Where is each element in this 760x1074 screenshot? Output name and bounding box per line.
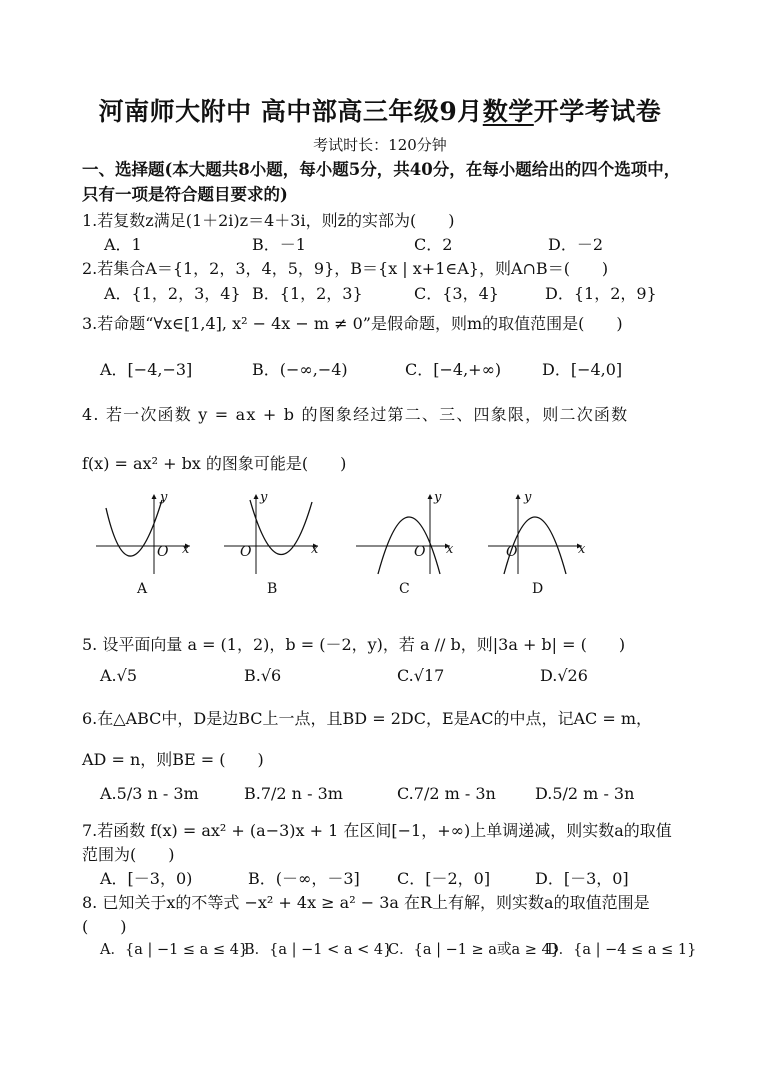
q5-option-d: D.√26 bbox=[540, 666, 588, 685]
q4-graph-a-label: A bbox=[137, 581, 148, 597]
q7-option-c: C．[－2，0] bbox=[397, 869, 491, 888]
q5-option-a: A.√5 bbox=[100, 666, 138, 685]
q6-stem-line1: 6.在△ABC中，D是边BC上一点，且BD = 2DC，E是AC的中点，记AC = m， bbox=[82, 709, 652, 728]
q5-option-c: C.√17 bbox=[397, 666, 445, 685]
q6-option-d: D.5/2 m - 3n bbox=[535, 784, 635, 803]
q8-option-a: A．{a | −1 ≤ a ≤ 4} bbox=[100, 942, 249, 958]
q4-graph-b-x-label: x bbox=[311, 542, 319, 557]
q3-option-a: A．[−4,−3] bbox=[100, 360, 193, 379]
q5-option-b: B.√6 bbox=[244, 666, 282, 685]
q2-stem: 2.若集合A＝{1，2，3，4，5，9}，B＝{x | x+1∈A}，则A∩B＝( ) bbox=[82, 259, 609, 278]
q4-graph-d-y-label: y bbox=[524, 490, 532, 505]
q4-graph-b-label: B bbox=[267, 581, 278, 597]
q4-graph-d bbox=[484, 490, 588, 576]
page-title: 河南师大附中 高中部高三年级9月数学开学考试卷 bbox=[98, 97, 662, 126]
q3-option-b: B．(−∞,−4) bbox=[252, 360, 348, 379]
q2-option-a: A．{1，2，3，4} bbox=[104, 284, 241, 303]
q8-option-c: C．{a | −1 ≥ a或a ≥ 4} bbox=[388, 942, 560, 958]
q4-graph-a bbox=[92, 490, 196, 576]
q4-stem-line1: 4. 若一次函数 y = ax + b 的图象经过第二、三、四象限，则二次函数 bbox=[82, 405, 629, 424]
q2-option-d: D．{1，2，9} bbox=[545, 284, 657, 303]
q7-option-d: D．[－3，0] bbox=[535, 869, 629, 888]
q4-graph-b-y-label: y bbox=[260, 490, 268, 505]
q1-option-d: D．－2 bbox=[548, 235, 604, 254]
exam-duration: 考试时长：120分钟 bbox=[313, 136, 447, 154]
q4-graph-b-origin: O bbox=[240, 544, 252, 560]
q6-option-b: B.7/2 n - 3m bbox=[244, 784, 343, 803]
q1-option-a: A．1 bbox=[104, 235, 142, 254]
section-heading: 一、选择题(本大题共8小题，每小题5分，共40分，在每小题给出的四个选项中，只有一项是符合题目要求的) bbox=[82, 160, 681, 204]
q4-graph-c-origin: O bbox=[414, 544, 426, 560]
q3-option-c: C．[−4,+∞) bbox=[405, 360, 502, 379]
q2-option-b: B．{1，2，3} bbox=[252, 284, 363, 303]
q4-graph-c-label: C bbox=[399, 581, 410, 597]
q8-option-b: B．{a | −1 < a < 4} bbox=[244, 942, 393, 958]
q4-stem-line2: f(x) = ax² + bx 的图象可能是( ) bbox=[82, 454, 347, 473]
q8-stem-line1: 8. 已知关于x的不等式 −x² + 4x ≥ a² − 3a 在R上有解，则实数a的取值范围是 bbox=[82, 893, 650, 912]
q7-stem-line2: 范围为( ) bbox=[82, 845, 175, 864]
q6-option-c: C.7/2 m - 3n bbox=[397, 784, 496, 803]
q4-graph-c-y-label: y bbox=[434, 490, 442, 505]
q4-graph-a-y-label: y bbox=[160, 490, 168, 505]
q8-option-d: D．{a | −4 ≤ a ≤ 1} bbox=[547, 942, 697, 958]
q7-option-a: A．[－3，0) bbox=[100, 869, 193, 888]
q3-option-d: D．[−4,0] bbox=[542, 360, 623, 379]
q7-option-b: B．(－∞，－3] bbox=[248, 869, 360, 888]
q7-stem-line1: 7.若函数 f(x) = ax² + (a−3)x + 1 在区间[−1，+∞)上单调递减，则实数a的取值 bbox=[82, 821, 672, 840]
q4-graph-b bbox=[222, 490, 326, 576]
q2-option-c: C．{3，4} bbox=[414, 284, 499, 303]
q6-option-a: A.5/3 n - 3m bbox=[100, 784, 199, 803]
q4-graph-d-x-label: x bbox=[578, 542, 586, 557]
q5-stem: 5. 设平面向量 a = (1，2)，b = (－2，y)，若 a // b，则|3a + b| = ( ) bbox=[82, 635, 626, 654]
q8-stem-line2: ( ) bbox=[82, 917, 127, 936]
q1-stem: 1.若复数z满足(1＋2i)z＝4＋3i，则z̄的实部为( ) bbox=[82, 211, 455, 230]
q1-option-b: B．－1 bbox=[252, 235, 306, 254]
q4-graph-d-label: D bbox=[532, 581, 544, 597]
q4-graph-d-origin: O bbox=[506, 544, 518, 560]
q1-option-c: C．2 bbox=[414, 235, 453, 254]
q4-graph-a-x-label: x bbox=[182, 542, 190, 557]
q3-stem: 3.若命题“∀x∈[1,4], x² − 4x − m ≠ 0”是假命题，则m的取值范围是( ) bbox=[82, 314, 623, 333]
q4-graph-c-x-label: x bbox=[446, 542, 454, 557]
q4-graph-a-origin: O bbox=[157, 544, 169, 560]
q6-stem-line2: AD = n，则BE = ( ) bbox=[82, 750, 264, 769]
